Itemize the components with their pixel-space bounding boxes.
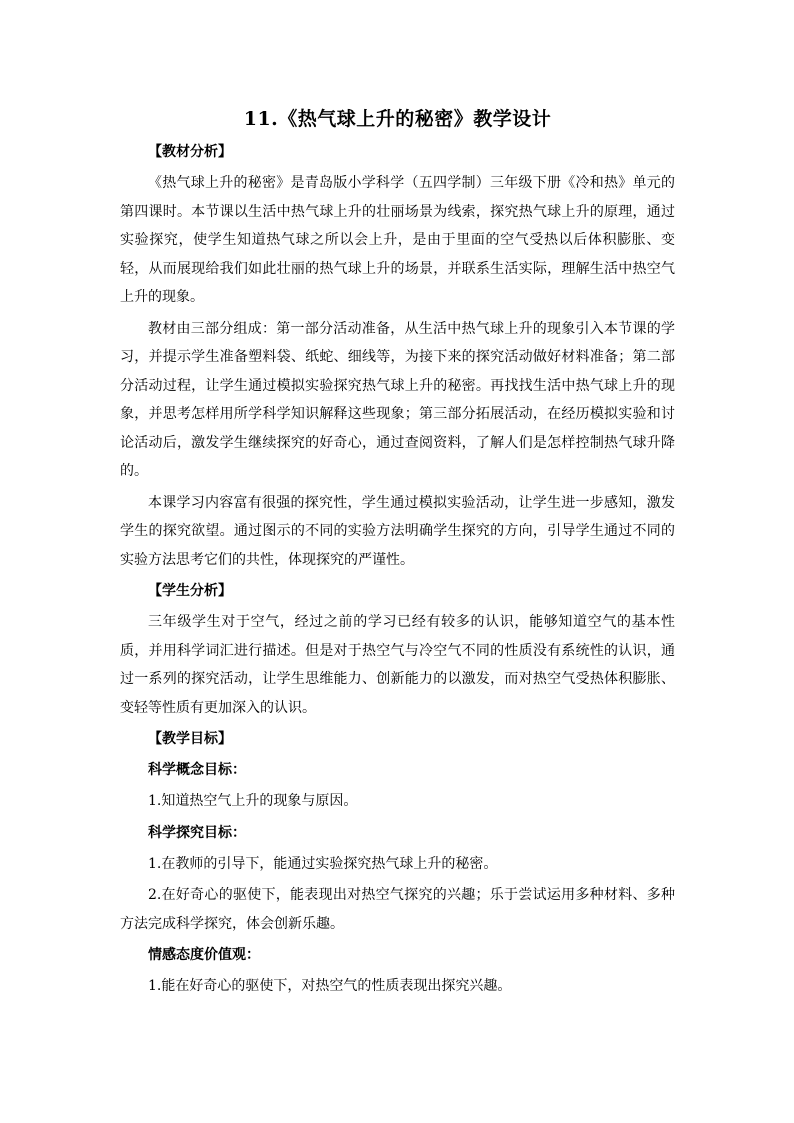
section-student-analysis [120, 577, 675, 722]
section-heading: 【教学目标】 [148, 731, 232, 747]
goal-item: 1.知道热空气上升的现象与原因。 [148, 793, 358, 809]
goal-item: 2.在好奇心的驱使下，能表现出对热空气探究的兴趣；乐于尝试运用多种材料、多种方法完成科学探究，体会创新乐趣。 [120, 887, 675, 932]
paragraph: 本课学习内容富有很强的探究性，学生通过模拟实验活动，让学生进一步感知，激发学生的探究欲望。通过图示的不同的实验方法明确学生探究的方向，引导学生通过不同的实验方法思考它们的共性，体现探究的严谨性。 [120, 494, 675, 568]
section-textbook-analysis [120, 138, 675, 574]
paragraph: 教材由三部分组成：第一部分活动准备，从生活中热气球上升的现象引入本节课的学习，并提示学生准备塑料袋、纸蛇、细线等，为接下来的探究活动做好材料准备；第二部分活动过程，让学生通过模拟实验探究热气球上升的秘密。再找找生活中热气球上升的现象，并思考怎样用所学科学知识解释这些现象；第三部分拓展活动，在经历模拟实验和讨论活动后，激发学生继续探究的好奇心，通过查阅资料，了解人们是怎样控制热气球升降的。 [120, 320, 675, 479]
document-title: 11.《热气球上升的秘密》教学设计 [243, 108, 552, 130]
goal-item: 1.在教师的引导下，能通过实验探究热气球上升的秘密。 [148, 855, 498, 872]
paragraph: 三年级学生对于空气，经过之前的学习已经有较多的认识，能够知道空气的基本性质，并用科学词汇进行描述。但是对于热空气与冷空气不同的性质没有系统性的认识，通过一系列的探究活动，让学生思维能力、创新能力的以激发，而对热空气受热体积膨胀、变轻等性质有更加深入的认识。 [120, 614, 675, 716]
section-heading: 【教材分析】 [148, 144, 232, 160]
section-teaching-goals [120, 725, 675, 1001]
goal-subheading-attitude: 情感态度价值观： [148, 947, 260, 963]
document-page [120, 104, 675, 1004]
goal-subheading-concept: 科学概念目标： [148, 762, 246, 778]
section-heading: 【学生分析】 [148, 583, 232, 599]
paragraph: 《热气球上升的秘密》是青岛版小学科学（五四学制）三年级下册《冷和热》单元的第四课时。本节课以生活中热气球上升的壮丽场景为线索，探究热气球上升的原理，通过实验探究，使学生知道热气球之所以会上升，是由于里面的空气受热以后体积膨胀、变轻，从而展现给我们如此壮丽的热气球上升的场景，并联系生活实际，理解生活中热空气上升的现象。 [120, 175, 675, 305]
goal-subheading-inquiry: 科学探究目标： [148, 824, 246, 841]
goal-item: 1.能在好奇心的驱使下，对热空气的性质表现出探究兴趣。 [148, 978, 512, 994]
